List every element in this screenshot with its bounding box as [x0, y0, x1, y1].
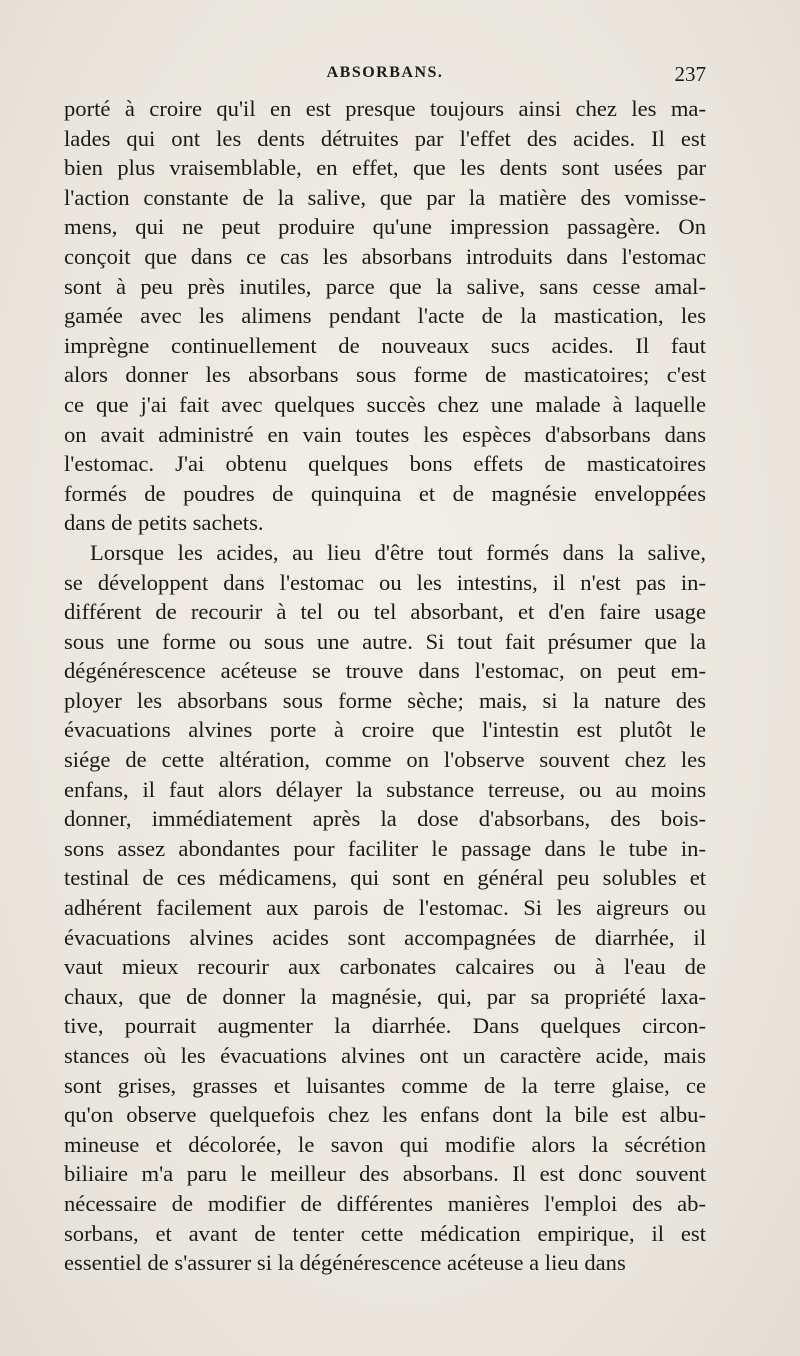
text-line: formés de poudres de quinquina et de magnésie enveloppées: [64, 480, 706, 506]
text-line: se développent dans l'estomac ou les intestins, il n'est pas in-: [64, 569, 706, 595]
text-line: alors donner les absorbans sous forme de masticatoires; c'est: [64, 362, 706, 388]
page-number: 237: [674, 62, 706, 86]
text-line: sont grises, grasses et luisantes comme de la terre glaise, ce: [64, 1072, 706, 1098]
text-line: biliaire m'a paru le meilleur des absorbans. Il est donc souvent: [64, 1161, 706, 1187]
text-line: vaut mieux recourir aux carbonates calcaires ou à l'eau de: [64, 954, 706, 980]
text-line: ployer les absorbans sous forme sèche; mais, si la nature des: [64, 687, 706, 713]
text-line: évacuations alvines acides sont accompagnées de diarrhée, il: [64, 924, 706, 950]
text-line: imprègne continuellement de nouveaux sucs acides. Il faut: [64, 332, 706, 358]
text-line: nécessaire de modifier de différentes manières l'emploi des ab-: [64, 1190, 706, 1216]
text-line: donner, immédiatement après la dose d'absorbans, des bois-: [64, 806, 706, 832]
text-line: mineuse et décolorée, le savon qui modifie alors la sécrétion: [64, 1131, 706, 1157]
text-line: adhérent facilement aux parois de l'estomac. Si les aigreurs ou: [64, 895, 706, 921]
running-head: ABSORBANS.: [326, 64, 444, 81]
text-line: lades qui ont les dents détruites par l'effet des acides. Il est: [64, 125, 706, 151]
text-line: stances où les évacuations alvines ont un caractère acide, mais: [64, 1043, 706, 1068]
text-line: sous une forme ou sous une autre. Si tout fait présumer que la: [64, 628, 706, 654]
text-line: Lorsque les acides, au lieu d'être tout formés dans la salive,: [90, 539, 706, 565]
text-line: sorbans, et avant de tenter cette médication empirique, il est: [64, 1220, 706, 1246]
text-line: différent de recourir à tel ou tel absorbant, et d'en faire usage: [64, 599, 706, 625]
text-line: enfans, il faut alors délayer la substance terreuse, ou au moins: [64, 776, 706, 802]
text-line: dégénérescence acéteuse se trouve dans l'estomac, on peut em-: [64, 658, 706, 684]
text-line: tive, pourrait augmenter la diarrhée. Dans quelques circon-: [64, 1013, 706, 1039]
text-line: essentiel de s'assurer si la dégénérescence acéteuse a lieu dans: [64, 1250, 626, 1276]
text-line: qu'on observe quelquefois chez les enfans dont la bile est albu-: [64, 1102, 706, 1128]
text-line: bien plus vraisemblable, en effet, que les dents sont usées par: [64, 155, 706, 181]
paragraph: [64, 94, 706, 538]
text-line: l'estomac. J'ai obtenu quelques bons effets de masticatoires: [64, 451, 706, 477]
text-line: dans de petits sachets.: [64, 510, 264, 536]
text-line: sont à peu près inutiles, parce que la salive, sans cesse amal-: [64, 273, 706, 299]
page-header: [64, 60, 706, 90]
text-line: gamée avec les alimens pendant l'acte de la mastication, les: [64, 303, 706, 329]
text-line: l'action constante de la salive, que par la matière des vomisse-: [64, 184, 706, 210]
text-line: testinal de ces médicamens, qui sont en général peu solubles et: [64, 865, 706, 891]
text-line: ce que j'ai fait avec quelques succès chez une malade à laquelle: [64, 391, 706, 417]
text-line: on avait administré en vain toutes les espèces d'absorbans dans: [64, 421, 706, 447]
text-line: mens, qui ne peut produire qu'une impression passagère. On: [64, 214, 706, 240]
body-text: [64, 94, 706, 1278]
text-line: porté à croire qu'il en est presque toujours ainsi chez les ma-: [64, 96, 706, 121]
text-line: conçoit que dans ce cas les absorbans introduits dans l'estomac: [64, 243, 706, 269]
paragraph: [64, 538, 706, 1278]
text-line: sons assez abondantes pour faciliter le passage dans le tube in-: [64, 835, 706, 861]
text-line: siége de cette altération, comme on l'observe souvent chez les: [64, 747, 706, 773]
text-line: évacuations alvines porte à croire que l'intestin est plutôt le: [64, 717, 706, 743]
text-line: chaux, que de donner la magnésie, qui, par sa propriété laxa-: [64, 983, 706, 1009]
